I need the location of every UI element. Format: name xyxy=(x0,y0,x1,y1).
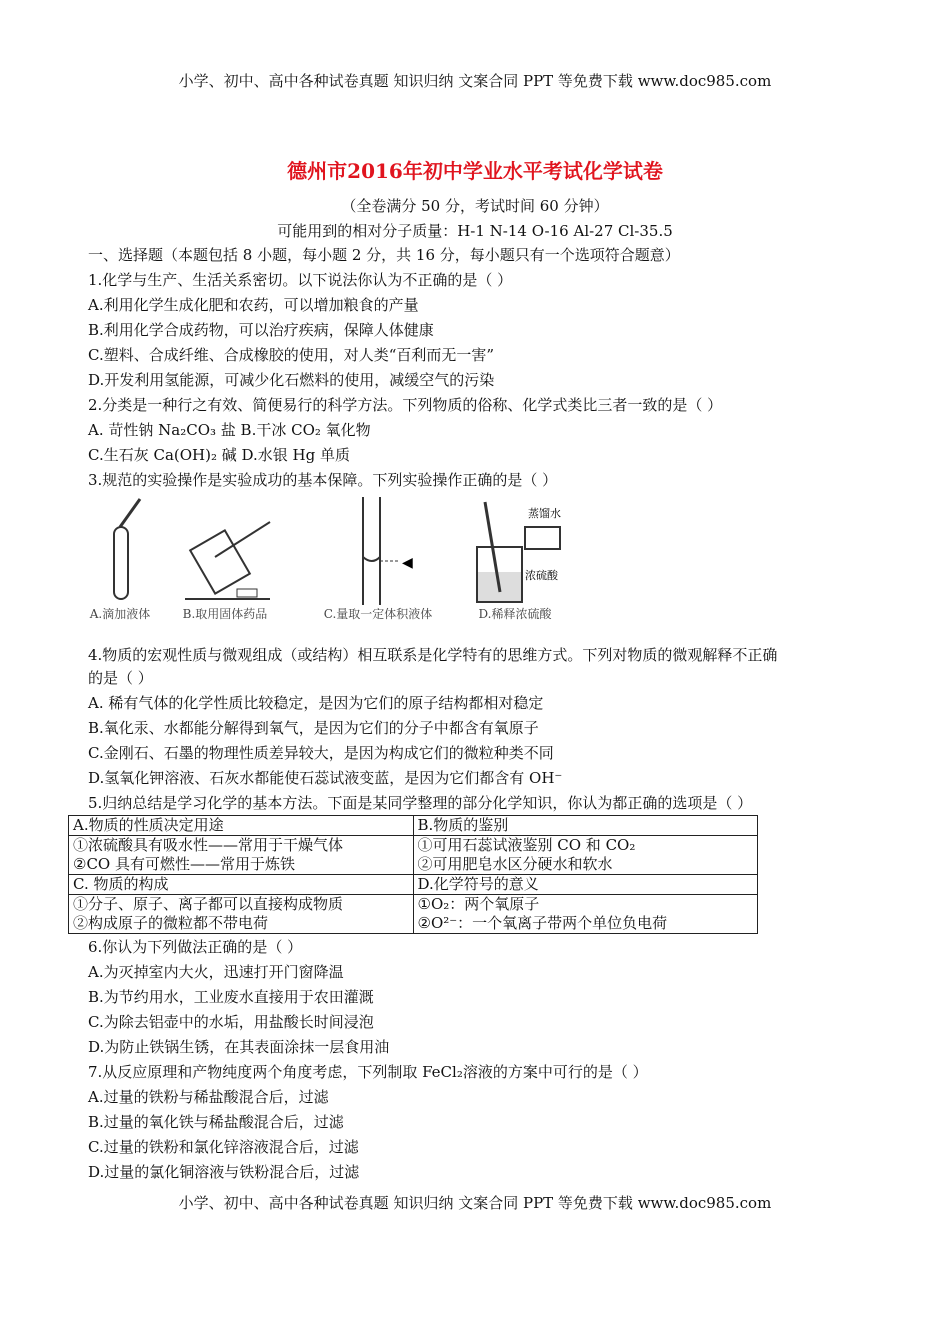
figure-d-caption: D.稀释浓硫酸 xyxy=(478,607,552,621)
figure-b-caption: B.取用固体药品 xyxy=(182,607,268,621)
q7-stem: 7.从反应原理和产物纯度两个角度考虑，下列制取 FeCl₂溶液的方案中可行的是（ ） xyxy=(88,1063,648,1081)
cell-line: ①O₂：两个氧原子 xyxy=(417,895,540,913)
q7-option-d: D.过量的氯化铜溶液与铁粉混合后，过滤 xyxy=(88,1163,360,1181)
figure-b xyxy=(170,497,280,622)
q6-option-c: C.为除去铝壶中的水垢，用盐酸长时间浸泡 xyxy=(88,1013,374,1031)
q5-stem: 5.归纳总结是学习化学的基本方法。下面是某同学整理的部分化学知识，你认为都正确的选项是（ ） xyxy=(88,794,753,812)
graduated-cylinder-image xyxy=(328,497,428,605)
q2-options-cd: C.生石灰 Ca(OH)₂ 碱 D.水银 Hg 单质 xyxy=(88,446,351,464)
q6-option-b: B.为节约用水，工业废水直接用于农田灌溉 xyxy=(88,988,374,1006)
q2-options-ab: A. 苛性钠 Na₂CO₃ 盐 B.干冰 CO₂ 氧化物 xyxy=(88,421,371,439)
cell-line: ②CO 具有可燃性——常用于炼铁 xyxy=(73,855,295,873)
concentrated-acid-label: 浓硫酸 xyxy=(525,569,558,582)
q1-option-d: D.开发利用氢能源，可减少化石燃料的使用，减缓空气的污染 xyxy=(88,371,495,389)
svg-text:◀: ◀ xyxy=(402,555,413,571)
solid-reagent-image xyxy=(175,497,275,605)
atomic-masses: 可能用到的相对分子质量：H-1 N-14 O-16 Al-27 Cl-35.5 xyxy=(277,222,673,240)
distilled-water-label: 蒸馏水 xyxy=(528,507,561,520)
exam-title: 德州市2016年初中学业水平考试化学试卷 xyxy=(287,159,663,183)
cell-line: ②可用肥皂水区分硬水和软水 xyxy=(417,855,613,873)
q1-option-c: C.塑料、合成纤维、合成橡胶的使用，对人类“百利而无一害” xyxy=(88,346,495,364)
q7-option-c: C.过量的铁粉和氯化锌溶液混合后，过滤 xyxy=(88,1138,359,1156)
cell-c-head: C. 物质的构成 xyxy=(69,875,414,895)
cell-line: ①可用石蕊试液鉴别 CO 和 CO₂ xyxy=(417,836,636,854)
q7-option-b: B.过量的氧化铁与稀盐酸混合后，过滤 xyxy=(88,1113,344,1131)
q1-option-a: A.利用化学生成化肥和农药，可以增加粮食的产量 xyxy=(88,296,419,314)
q4-option-d: D.氢氧化钾溶液、石灰水都能使石蕊试液变蓝，是因为它们都含有 OH⁻ xyxy=(88,769,563,787)
page-header: 小学、初中、高中各种试卷真题 知识归纳 文案合同 PPT 等免费下载 www.doc985.com xyxy=(178,72,772,90)
q6-stem: 6.你认为下列做法正确的是（ ） xyxy=(88,938,303,956)
cell-line: ①浓硫酸具有吸水性——常用于干燥气体 xyxy=(73,836,344,854)
q4-stem-cont: 的是（ ） xyxy=(88,669,153,687)
cell-a-body xyxy=(69,836,414,875)
figure-a xyxy=(80,497,160,622)
figure-c xyxy=(318,497,438,622)
dilute-acid-beaker-image xyxy=(465,497,565,605)
q4-option-b: B.氧化汞、水都能分解得到氧气，是因为它们的分子中都含有氧原子 xyxy=(88,719,539,737)
cell-line: ②O²⁻：一个氧离子带两个单位负电荷 xyxy=(417,914,668,932)
q4-stem: 4.物质的宏观性质与微观组成（或结构）相互联系是化学特有的思维方式。下列对物质的微观解释不正确 xyxy=(88,646,778,664)
figure-a-caption: A.滴加液体 xyxy=(89,607,151,621)
page-footer: 小学、初中、高中各种试卷真题 知识归纳 文案合同 PPT 等免费下载 www.doc985.com xyxy=(178,1194,772,1212)
q3-stem: 3.规范的实验操作是实验成功的基本保障。下列实验操作正确的是（ ） xyxy=(88,471,558,489)
q6-option-d: D.为防止铁锅生锈，在其表面涂抹一层食用油 xyxy=(88,1038,390,1056)
cell-b-head: B.物质的鉴别 xyxy=(413,816,758,836)
q7-option-a: A.过量的铁粉与稀盐酸混合后，过滤 xyxy=(88,1088,329,1106)
subtitle: （全卷满分 50 分，考试时间 60 分钟） xyxy=(341,197,609,215)
q4-option-c: C.金刚石、石墨的物理性质差异较大，是因为构成它们的微粒种类不同 xyxy=(88,744,554,762)
section-heading: 一、选择题（本题包括 8 小题，每小题 2 分，共 16 分，每小题只有一个选项符合题意） xyxy=(88,246,680,264)
cell-line: ②构成原子的微粒都不带电荷 xyxy=(73,914,269,932)
q1-stem: 1.化学与生产、生活关系密切。以下说法你认为不正确的是（ ） xyxy=(88,271,513,289)
q1-option-b: B.利用化学合成药物，可以治疗疾病，保障人体健康 xyxy=(88,321,434,339)
q4-option-a: A. 稀有气体的化学性质比较稳定，是因为它们的原子结构都相对稳定 xyxy=(88,694,544,712)
q6-option-a: A.为灭掉室内大火，迅速打开门窗降温 xyxy=(88,963,344,981)
cell-d-body xyxy=(413,895,758,934)
q5-table xyxy=(68,815,758,934)
cell-c-body xyxy=(69,895,414,934)
q2-stem: 2.分类是一种行之有效、简便易行的科学方法。下列物质的俗称、化学式类比三者一致的是（ ） xyxy=(88,396,723,414)
cell-b-body xyxy=(413,836,758,875)
figure-d xyxy=(465,497,565,622)
cell-d-head: D.化学符号的意义 xyxy=(413,875,758,895)
cell-a-head: A.物质的性质决定用途 xyxy=(69,816,414,836)
test-tube-dropper-image xyxy=(90,497,150,605)
figure-c-caption: C.量取一定体积液体 xyxy=(323,607,433,621)
cell-line: ①分子、原子、离子都可以直接构成物质 xyxy=(73,895,344,913)
